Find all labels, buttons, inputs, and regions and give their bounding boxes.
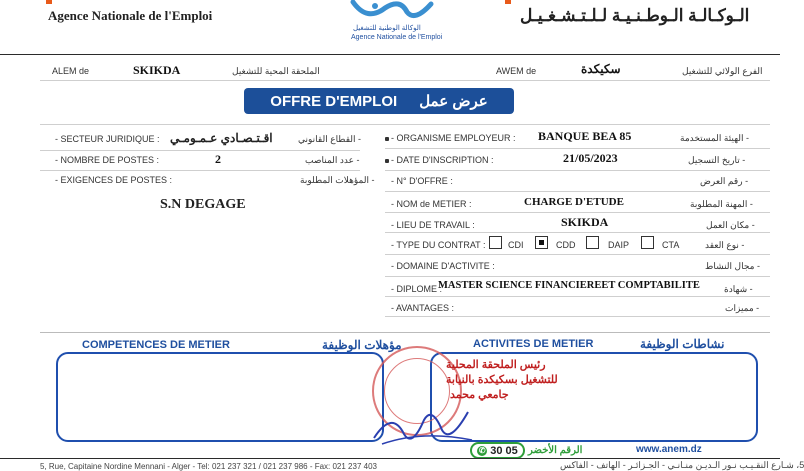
posts-value: 2 [215, 152, 221, 166]
left-rule-2 [40, 170, 360, 171]
office-rule [40, 80, 770, 81]
date-label: - DATE D'INSCRIPTION : [391, 155, 494, 165]
contract-option-daip: DAIP [608, 240, 630, 250]
requirements-label: - EXIGENCES DE POSTES : [55, 175, 173, 185]
contract-checkbox-cdd[interactable] [535, 236, 548, 249]
right-rule-3 [385, 191, 770, 192]
bullet [385, 159, 389, 163]
green-number-label: الرقم الأخضر [528, 445, 583, 456]
requirements-label-ar: - المؤهلات المطلوبة [300, 175, 375, 185]
awem-label-ar: الفرع الولائي للتشغيل [682, 66, 763, 76]
footer-rule [0, 458, 780, 459]
anem-logo [345, 0, 445, 44]
job-name-value: CHARGE D'ETUDE [524, 196, 624, 208]
signature-line-1: رئيس الملحقة المحلية [446, 359, 546, 371]
requirements-value: S.N DEGAGE [160, 197, 246, 212]
competences-title-ar: مؤهلات الوظيفة [322, 338, 402, 352]
header-rule [0, 54, 780, 55]
posts-label-ar: - عدد المناصب [305, 155, 360, 165]
employer-value: BANQUE BEA 85 [538, 129, 632, 143]
signature-line-3: جامعي محمد [450, 389, 509, 401]
posts-label: - NOMBRE DE POSTES : [55, 155, 160, 165]
agency-name-fr: Agence Nationale de l'Emploi [48, 8, 213, 23]
signature-line-2: للتشغيل بسكيكدة بالنيابة [446, 374, 558, 386]
anem-logo-icon [345, 0, 445, 24]
awem-value: سكيكدة [581, 62, 621, 76]
activites-title: ACTIVITES DE METIER [473, 338, 594, 350]
date-label-ar: - تاريخ التسجيل [688, 155, 746, 165]
green-number: 30 05 [490, 444, 518, 457]
advantages-label-ar: - مميزات [725, 303, 760, 313]
website-link[interactable]: www.anem.dz [636, 444, 702, 455]
right-rule-4 [385, 212, 770, 213]
contract-label: - TYPE DU CONTRAT : [391, 240, 486, 250]
diploma-label-ar: - شهادة [724, 284, 753, 294]
workplace-label: - LIEU DE TRAVAIL : [391, 220, 475, 230]
job-name-label: - NOM de METIER : [391, 199, 472, 209]
left-rule-1 [40, 150, 360, 151]
signature-scribble [372, 400, 482, 450]
right-rule-2 [385, 170, 770, 171]
section-rule [40, 332, 770, 333]
alem-label-ar: الملحقة المحية للتشغيل [232, 66, 320, 76]
date-value: 21/05/2023 [563, 151, 618, 165]
competences-box[interactable] [56, 352, 384, 442]
diploma-label: - DIPLOME : [391, 284, 443, 294]
domain-label: - DOMAINE D'ACTIVITE : [391, 261, 495, 271]
domain-label-ar: - مجال النشاط [705, 261, 760, 271]
employer-label: - ORGANISME EMPLOYEUR : [391, 133, 516, 143]
advantages-label: - AVANTAGES : [391, 303, 455, 313]
right-rule-9 [385, 316, 770, 317]
job-name-label-ar: - المهنة المطلوبة [690, 199, 753, 209]
contract-option-cdd: CDD [556, 240, 576, 250]
competences-title: COMPETENCES DE METIER [82, 339, 230, 351]
agency-name-ar: الـوكـالـة الـوطـنـيـة لـلـتـشـغـيـل [520, 6, 750, 25]
flag-mark-right [505, 0, 511, 4]
employer-label-ar: - الهيئة المستخدمة [680, 133, 750, 143]
awem-label: AWEM de [496, 66, 537, 76]
right-rule-7 [385, 276, 770, 277]
activites-title-ar: نشاطات الوظيفة [640, 337, 725, 351]
right-rule-6 [385, 254, 770, 255]
contract-checkbox-daip[interactable] [586, 236, 599, 249]
contract-checkbox-cta[interactable] [641, 236, 654, 249]
green-number-badge[interactable] [470, 442, 525, 459]
address-ar: 5، شـارع النقـيـب نـور الـديـن منـانـي - الجـزائـر - الهاتف - الفاكس [560, 460, 804, 470]
contract-option-cdi: CDI [508, 240, 524, 250]
right-rule-1 [385, 148, 770, 149]
right-rule-8 [385, 296, 770, 297]
offer-number-label: - N° D'OFFRE : [391, 176, 453, 186]
contract-option-cta: CTA [662, 240, 680, 250]
sector-label: - SECTEUR JURIDIQUE : [55, 134, 160, 144]
logo-caption-ar: الوكالة الوطنية للتشغيل [353, 25, 421, 32]
contract-label-ar: - نوع العقد [705, 240, 745, 250]
sector-label-ar: - القطاع القانوني [298, 134, 361, 144]
banner-title-fr: OFFRE D'EMPLOI [270, 92, 398, 110]
workplace-value: SKIKDA [561, 215, 609, 229]
bullet [385, 137, 389, 141]
offer-banner [244, 88, 514, 114]
diploma-value: MASTER SCIENCE FINANCIEREET COMPTABILITE [438, 280, 700, 291]
alem-value: SKIKDA [133, 63, 181, 77]
phone-icon: ✆ [478, 445, 486, 455]
logo-caption-fr: Agence Nationale de l'Emploi [351, 34, 443, 41]
sector-value: اقـتـصـادي عـمـومـي [170, 131, 273, 145]
banner-title-ar: عرض عمل [419, 93, 488, 110]
alem-label: ALEM de [52, 66, 90, 76]
flag-mark [46, 0, 52, 4]
address-fr: 5, Rue, Capitaine Nordine Mennani - Alger - Tel: 021 237 321 / 021 237 986 - Fax: 021 237 403 [40, 462, 377, 471]
banner-rule [40, 124, 770, 125]
contract-checkbox-cdi[interactable] [489, 236, 502, 249]
offer-number-label-ar: - رقم العرض [700, 176, 749, 186]
workplace-label-ar: - مكان العمل [706, 220, 755, 230]
right-rule-5 [385, 232, 770, 233]
